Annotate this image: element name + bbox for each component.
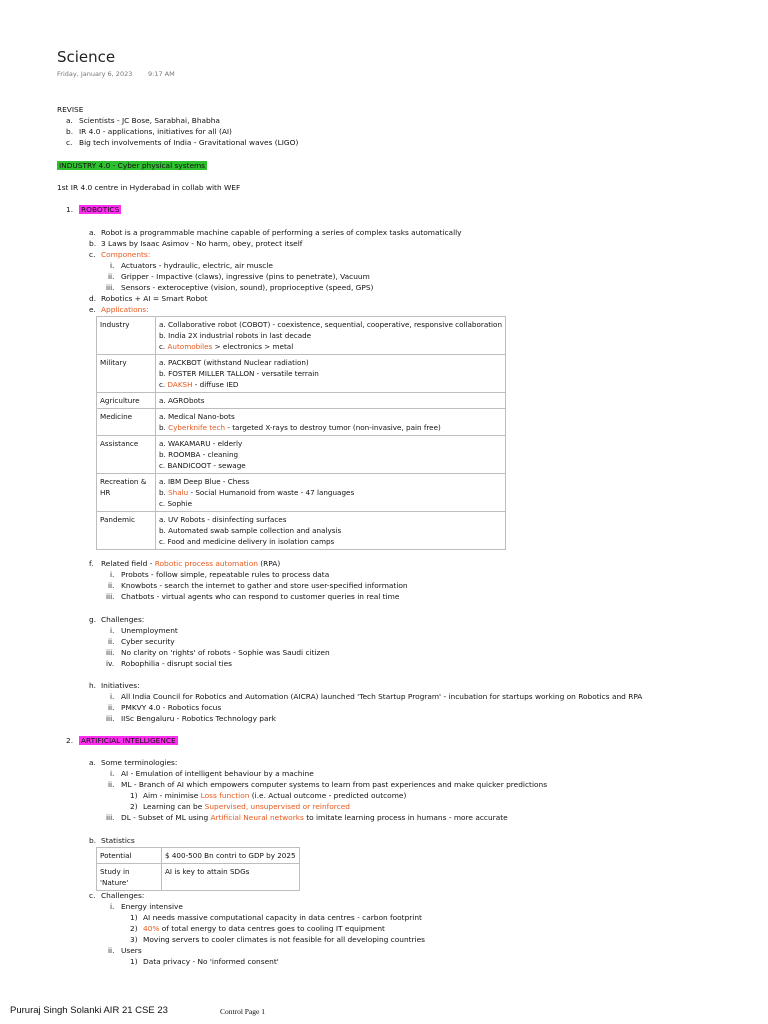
cell-line: c. DAKSH - diffuse IED: [158, 380, 239, 389]
table-row: [97, 409, 506, 436]
list-marker: iii.: [106, 648, 115, 657]
list-item: Statistics: [101, 836, 135, 845]
list-marker: g.: [89, 615, 97, 624]
industry-heading: INDUSTRY 4.0 - Cyber physical systems: [59, 161, 206, 170]
list-item: Actuators - hydraulic, electric, air muscle: [121, 261, 273, 270]
list-marker: iv.: [106, 659, 115, 668]
cell-line: a. AGRObots: [158, 396, 205, 405]
list-item: Scientists - JC Bose, Sarabhai, Bhabha: [79, 116, 220, 125]
section-heading-robotics: ROBOTICS: [81, 205, 120, 214]
components-label: Components:: [101, 250, 151, 259]
list-item: Data privacy - No 'informed consent': [143, 957, 279, 966]
ir-centre-line: 1st IR 4.0 centre in Hyderabad in collab with WEF: [57, 183, 241, 192]
cell-line: b. India 2X industrial robots in last decade: [158, 331, 312, 340]
section-heading-ai: ARTIFICIAL INTELLIGENCE: [81, 736, 176, 745]
table-cell-label: Industry: [97, 317, 156, 355]
table-cell-label: Recreation & HR: [97, 474, 156, 512]
list-item: Challenges:: [101, 615, 145, 624]
list-marker: c.: [89, 250, 96, 259]
cell-line: a. WAKAMARU - elderly: [158, 439, 243, 448]
list-marker: ii.: [108, 637, 115, 646]
cell-line: a. PACKBOT (withstand Nuclear radiation): [158, 358, 309, 367]
list-marker: a.: [89, 228, 96, 237]
applications-label: Applications:: [101, 305, 149, 314]
statistics-table: [96, 847, 300, 891]
list-item: PMKVY 4.0 - Robotics focus: [121, 703, 222, 712]
table-row: [97, 864, 300, 891]
list-marker: 1): [130, 913, 138, 922]
section-number: 2.: [66, 736, 74, 745]
list-item: Robot is a programmable machine capable of performing a series of complex tasks automatically: [101, 228, 462, 237]
table-row: [97, 474, 506, 512]
table-cell-label: Assistance: [97, 436, 156, 474]
table-cell-value: [155, 317, 505, 355]
list-item: Cyber security: [121, 637, 175, 646]
cell-line: a. UV Robots - disinfecting surfaces: [158, 515, 287, 524]
list-item: Moving servers to cooler climates is not feasible for all developing countries: [143, 935, 426, 944]
list-marker: ii.: [108, 272, 115, 281]
list-marker: f.: [89, 559, 94, 568]
note-time: 9:17 AM: [148, 70, 175, 78]
list-item: Users: [121, 946, 142, 955]
list-marker: i.: [110, 692, 115, 701]
table-cell-label: Agriculture: [97, 393, 156, 409]
table-cell-label: Pandemic: [97, 512, 156, 550]
list-marker: ii.: [108, 946, 115, 955]
list-item: Big tech involvements of India - Gravitational waves (LIGO): [79, 138, 299, 147]
list-marker: i.: [110, 769, 115, 778]
list-marker: ii.: [108, 780, 115, 789]
cell-line: c. Sophie: [158, 499, 192, 508]
table-cell-value: [155, 474, 505, 512]
list-item: Gripper - Impactive (claws), ingressive (pins to penetrate), Vacuum: [121, 272, 370, 281]
cell-line: b. Cyberknife tech - targeted X-rays to destroy tumor (non-invasive, pain free): [158, 423, 441, 432]
list-marker: 1): [130, 791, 138, 800]
list-item: No clarity on 'rights' of robots - Sophie was Saudi citizen: [121, 648, 330, 657]
list-item: Robophilia - disrupt social ties: [121, 659, 232, 668]
table-cell-label: Medicine: [97, 409, 156, 436]
list-marker: i.: [110, 626, 115, 635]
table-cell-value: AI is key to attain SDGs: [162, 864, 300, 891]
list-item: Related field - Robotic process automation (RPA): [101, 559, 281, 568]
footer-page-label: Control Page 1: [220, 1007, 265, 1016]
list-marker: b.: [89, 836, 97, 845]
cell-line: b. ROOMBA - cleaning: [158, 450, 239, 459]
list-marker: e.: [89, 305, 96, 314]
list-marker: 2): [130, 924, 138, 933]
list-item: 40% of total energy to data centres goes to cooling IT equipment: [143, 924, 385, 933]
cell-line: c. Food and medicine delivery in isolation camps: [158, 537, 335, 546]
list-marker: i.: [110, 570, 115, 579]
list-item: Sensors - exteroceptive (vision, sound), proprioceptive (speed, GPS): [121, 283, 374, 292]
list-marker: b.: [89, 239, 97, 248]
table-cell-label: Potential: [97, 848, 162, 864]
table-cell-label: Study in 'Nature': [97, 864, 162, 891]
list-marker: ii.: [108, 703, 115, 712]
list-item: ML - Branch of AI which empowers computer systems to learn from past experiences and make quicker predictions: [121, 780, 548, 789]
list-item: All India Council for Robotics and Automation (AICRA) launched 'Tech Startup Program' - incubation for startups working on Robotics and RPA: [121, 692, 643, 701]
cell-line: c. Automobiles > electronics > metal: [158, 342, 294, 351]
list-item: 3 Laws by Isaac Asimov - No harm, obey, protect itself: [101, 239, 303, 248]
table-cell-value: [155, 409, 505, 436]
table-row: [97, 848, 300, 864]
list-item: DL - Subset of ML using Artificial Neural networks to imitate learning process in humans - more accurate: [121, 813, 508, 822]
list-marker: iii.: [106, 813, 115, 822]
cell-line: b. Automated swab sample collection and analysis: [158, 526, 342, 535]
list-marker: d.: [89, 294, 97, 303]
table-cell-label: Military: [97, 355, 156, 393]
table-cell-value: [155, 393, 505, 409]
list-item: Initiatives:: [101, 681, 140, 690]
list-marker: i.: [110, 902, 115, 911]
list-marker: iii.: [106, 592, 115, 601]
list-marker: ii.: [108, 581, 115, 590]
list-item: AI needs massive computational capacity in data centres - carbon footprint: [143, 913, 422, 922]
table-row: [97, 393, 506, 409]
list-item: b.: [66, 127, 74, 136]
list-item: Chatbots - virtual agents who can respond to customer queries in real time: [121, 592, 400, 601]
list-marker: a.: [89, 758, 96, 767]
list-marker: h.: [89, 681, 97, 690]
list-item: Learning can be Supervised, unsupervised or reinforced: [143, 802, 350, 811]
page-title: Science: [57, 48, 116, 66]
list-item: Unemployment: [121, 626, 178, 635]
table-row: [97, 317, 506, 355]
applications-table: [96, 316, 506, 550]
list-marker: iii.: [106, 283, 115, 292]
table-cell-value: [155, 512, 505, 550]
cell-line: a. Collaborative robot (COBOT) - coexistence, sequential, cooperative, responsive collaboration: [158, 320, 502, 329]
section-number: 1.: [66, 205, 74, 214]
cell-line: b. FOSTER MILLER TALLON - versatile terrain: [158, 369, 319, 378]
list-item: Robotics + AI = Smart Robot: [101, 294, 208, 303]
list-item: Energy intensive: [121, 902, 183, 911]
list-item: AI - Emulation of intelligent behaviour by a machine: [121, 769, 314, 778]
list-item: Aim - minimise Loss function (i.e. Actual outcome - predicted outcome): [143, 791, 407, 800]
table-cell-value: [155, 355, 505, 393]
cell-line: c. BANDICOOT - sewage: [158, 461, 246, 470]
list-marker: 3): [130, 935, 138, 944]
table-cell-value: [155, 436, 505, 474]
table-cell-value: $ 400-500 Bn contri to GDP by 2025: [162, 848, 300, 864]
note-date: Friday, January 6, 2023: [57, 70, 133, 78]
list-marker: 1): [130, 957, 138, 966]
list-marker: c.: [89, 891, 96, 900]
list-item: c.: [66, 138, 73, 147]
cell-line: a. IBM Deep Blue - Chess: [158, 477, 250, 486]
list-marker: 2): [130, 802, 138, 811]
list-marker: iii.: [106, 714, 115, 723]
table-row: [97, 436, 506, 474]
list-item: IISc Bengaluru - Robotics Technology park: [121, 714, 276, 723]
list-item: a.: [66, 116, 73, 125]
list-item: Knowbots - search the internet to gather and store user-specified information: [121, 581, 408, 590]
list-item: IR 4.0 - applications, initiatives for all (AI): [79, 127, 232, 136]
list-item: Challenges:: [101, 891, 145, 900]
revise-heading: REVISE: [57, 105, 84, 114]
table-row: [97, 355, 506, 393]
list-item: Probots - follow simple, repeatable rules to process data: [121, 570, 330, 579]
list-item: Some terminologies:: [101, 758, 178, 767]
footer-author: Pururaj Singh Solanki AIR 21 CSE 23: [10, 1005, 168, 1016]
cell-line: b. Shalu - Social Humanoid from waste - 47 languages: [158, 488, 355, 497]
cell-line: a. Medical Nano-bots: [158, 412, 235, 421]
list-marker: i.: [110, 261, 115, 270]
table-row: [97, 512, 506, 550]
